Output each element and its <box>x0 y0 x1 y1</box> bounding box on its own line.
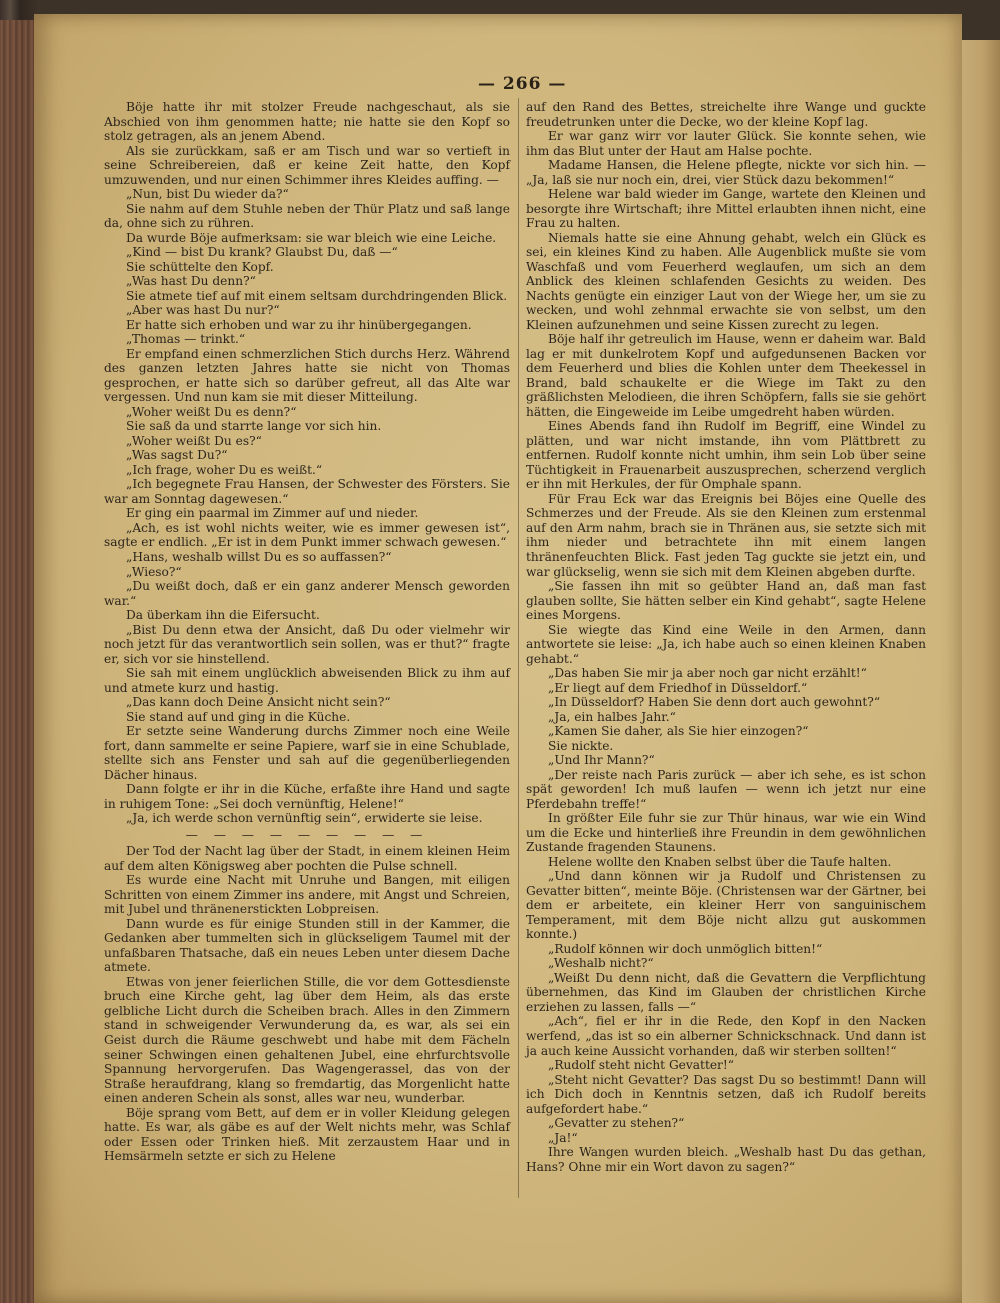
paragraph: „Was sagst Du?“ <box>126 448 228 463</box>
paragraph: „Ich begegnete Frau Hansen, der Schwester des Försters. Sie war am Sonntag dagewesen.“ <box>104 477 510 506</box>
paragraph: Helene wollte den Knaben selbst über die Taufe halten. <box>548 854 892 869</box>
paragraph: Es wurde eine Nacht mit Unruhe und Bangen, mit eiligen Schritten von einem Zimmer ins andere, mit Angst und Schreien, mit Jubel und thränenerstickten Lobpreisen. <box>104 873 510 917</box>
paragraph: „Steht nicht Gevatter? Das sagst Du so bestimmt! Dann will ich Dich doch in Kenntnis setzen, daß ich Rudolf bereits aufgefordert habe.“ <box>526 1072 926 1116</box>
paragraph: „Woher weißt Du es?“ <box>126 433 262 448</box>
paragraph: Er empfand einen schmerzlichen Stich durchs Herz. Während des ganzen letzten Jahres hatte sie nicht von Thomas gesprochen, er hatte sich so darüber gefreut, all das Alte war vergessen. Und nun kam sie mit dieser Mitteilung. <box>104 346 510 405</box>
paragraph: „Woher weißt Du es denn?“ <box>126 404 297 419</box>
paragraph: „Thomas — trinkt.“ <box>126 332 246 347</box>
paragraph: Sie schüttelte den Kopf. <box>126 259 274 274</box>
paragraph: Madame Hansen, die Helene pflegte, nickte vor sich hin. — „Ja, laß sie nur noch ein, drei, vier Stück dazu bekommen!“ <box>526 158 926 187</box>
paragraph: Dann wurde es für einige Stunden still in der Kammer, die Gedanken aber tummelten sich in glückseligem Taumel mit der unfaßbaren Thatsache, daß ein neues Leben unter diesem Dache atmete. <box>104 916 510 975</box>
paragraph: auf den Rand des Bettes, streichelte ihre Wange und guckte freudetrunken unter die Decke, wo der kleine Kopf lag. <box>526 100 926 129</box>
left-column <box>104 100 510 1164</box>
paragraph: „Weißt Du denn nicht, daß die Gevattern die Verpflichtung übernehmen, das Kind im Glauben der christlichen Kirche erziehen zu lassen, falls —“ <box>526 970 926 1014</box>
paragraph: In größter Eile fuhr sie zur Thür hinaus, war wie ein Wind um die Ecke und hinterließ ihre Freundin in dem gewöhnlichen Zustande fragenden Staunens. <box>526 811 926 855</box>
paragraph: Helene war bald wieder im Gange, wartete den Kleinen und besorgte ihre Wirtschaft; ihre Mittel erlaubten ihnen nicht, eine Frau zu halten. <box>526 187 926 231</box>
paragraph: „Und Ihr Mann?“ <box>548 753 655 768</box>
paragraph: „Der reiste nach Paris zurück — aber ich sehe, es ist schon spät geworden! Ich muß laufen — wenn ich jetzt nur eine Pferdebahn treffe!“ <box>526 767 926 811</box>
paragraph: Für Frau Eck war das Ereignis bei Böjes eine Quelle des Schmerzes und der Freude. Als sie den Kleinen zum erstenmal auf den Arm nahm, brach sie in Thränen aus, sie setzte sich mit ihm nieder und betrachtete ihn mit einem langen thränenfeuchten Blick. Fast jeden Tag guckte sie jetzt ein, und war glückselig, wenn sie sich mit dem Kleinen abgeben durfte. <box>526 491 926 579</box>
page-number: — 266 — <box>478 74 567 94</box>
paragraph: „Gevatter zu stehen?“ <box>548 1116 685 1131</box>
paragraph: „Ja!“ <box>548 1130 578 1145</box>
paragraph: „Ja, ein halbes Jahr.“ <box>548 709 676 724</box>
paragraph: Als sie zurückkam, saß er am Tisch und war so vertieft in seine Schreibereien, daß er keine Zeit hatte, den Kopf umzuwenden, und nur einen Schimmer ihres Kleides auffing. — <box>104 143 510 187</box>
paragraph: Böje sprang vom Bett, auf dem er in voller Kleidung gelegen hatte. Es war, als gäbe es auf der Welt nichts mehr, was Schlaf oder Essen oder Trinken hieß. Mit zerzaustem Haar und in Hemsärmeln setzte er sich zu Helene <box>104 1105 510 1164</box>
paragraph: Böje half ihr getreulich im Hause, wenn er daheim war. Bald lag er mit dunkelrotem Kopf und aufgedunsenen Backen vor dem Feuerherd und blies die Kohlen unter dem Theekessel in Brand, bald schaukelte er die Wiege im Takt zu den gräßlichsten Melodieen, die ihren Schöpfern, falls sie sie gehört hätten, die Eingeweide im Leibe umgedreht haben würden. <box>526 332 926 419</box>
paragraph: „Ja, ich werde schon vernünftig sein“, erwiderte sie leise. <box>126 811 483 826</box>
paragraph: Niemals hatte sie eine Ahnung gehabt, welch ein Glück es sei, ein kleines Kind zu haben. Alle Augenblick mußte sie vom Waschfaß und vom Feuerherd weglaufen, um sich an dem Anblick des kleinen schlafenden Gesichts zu weiden. Des Nachts genügte ein einziger Laut von der Wiege her, um sie zu wecken, und wohl zehnmal erwachte sie von selbst, um den Kleinen aufzunehmen und seine Kissen zurecht zu legen. <box>526 230 926 332</box>
paragraph: Er war ganz wirr vor lauter Glück. Sie konnte sehen, wie ihm das Blut unter der Haut am Halse pochte. <box>526 129 926 158</box>
paragraph: Er hatte sich erhoben und war zu ihr hinübergegangen. <box>126 317 472 332</box>
paragraph: „Nun, bist Du wieder da?“ <box>126 187 289 202</box>
paragraph: Er ging ein paarmal im Zimmer auf und nieder. <box>126 506 419 521</box>
paragraph: „In Düsseldorf? Haben Sie denn dort auch gewohnt?“ <box>548 695 881 710</box>
paragraph: Der Tod der Nacht lag über der Stadt, in einem kleinen Heim auf dem alten Königsweg aber pochten die Pulse schnell. <box>104 844 510 873</box>
paragraph: Eines Abends fand ihn Rudolf im Begriff, eine Windel zu plätten, und war nicht imstande, ihn vom Plättbrett zu entfernen. Rudolf konnte nicht umhin, ihm sein Lob über seine Tüchtigkeit in Frauenarbeit auszusprechen, scherzend verglich er ihn mit Herkules, der für Omphale spann. <box>526 419 926 492</box>
paragraph: „Hans, weshalb willst Du es so auffassen?“ <box>126 549 392 564</box>
paragraph: „Wieso?“ <box>126 564 182 579</box>
paragraph: „Bist Du denn etwa der Ansicht, daß Du oder vielmehr wir noch jetzt für das verantwortlich sein sollen, was er thut?“ fragte er, sich vor sie hinstellend. <box>104 622 510 666</box>
paragraph: Sie nickte. <box>548 738 614 753</box>
paragraph: Ihre Wangen wurden bleich. „Weshalb hast Du das gethan, Hans? Ohne mir ein Wort davon zu sagen?“ <box>526 1145 926 1174</box>
paragraph: „Er liegt auf dem Friedhof in Düsseldorf.“ <box>548 680 808 695</box>
book-binding <box>0 20 38 1303</box>
paragraph: „Ach“, fiel er ihr in die Rede, den Kopf in den Nacken werfend, „das ist so ein alberner Schnickschnack. Und dann ist ja auch keine Aussicht vorhanden, daß wir sterben sollten!“ <box>526 1014 926 1058</box>
paragraph: Sie stand auf und ging in die Küche. <box>126 709 351 724</box>
paragraph: Sie wiegte das Kind eine Weile in den Armen, dann antwortete sie leise: „Ja, ich habe auch so einen kleinen Knaben gehabt.“ <box>526 622 926 666</box>
paragraph: „Du weißt doch, daß er ein ganz anderer Mensch geworden war.“ <box>104 579 510 608</box>
paragraph: Etwas von jener feierlichen Stille, die vor dem Gottesdienste bruch eine Kirche geht, lag über dem Heim, als das erste gelbliche Licht durch die Scheiben brach. Alles in den Zimmern stand in schweigender Verwunderung da, es war, als sei ein Geist durch die Räume geschwebt und habe mit dem Fächeln seiner Schwingen einen gehaltenen Jubel, eine ehrfurchtsvolle Spannung hervorgerufen. Das Wagengerassel, das von der Straße heraufdrang, klang so fremdartig, das Morgenlicht hatte einen anderen Schein als sonst, alles war neu, wunderbar. <box>104 974 510 1106</box>
paragraph: Sie nahm auf dem Stuhle neben der Thür Platz und saß lange da, ohne sich zu rühren. <box>104 201 510 231</box>
paragraph: „Kind — bist Du krank? Glaubst Du, daß —“ <box>126 245 398 260</box>
right-column <box>526 100 926 1174</box>
paragraph: Dann folgte er ihr in die Küche, erfaßte ihre Hand und sagte in ruhigem Tone: „Sei doch vernünftig, Helene!“ <box>104 782 510 811</box>
paragraph: „Aber was hast Du nur?“ <box>126 303 280 318</box>
paragraph: „Das haben Sie mir ja aber noch gar nicht erzählt!“ <box>548 666 867 681</box>
paragraph: Böje hatte ihr mit stolzer Freude nachgeschaut, als sie Abschied von ihm genommen hatte; nie hatte sie den Kopf so stolz getragen, als an jenem Abend. <box>104 100 510 144</box>
paragraph: „Kamen Sie daher, als Sie hier einzogen?“ <box>548 724 809 739</box>
paragraph: „Ach, es ist wohl nichts weiter, wie es immer gewesen ist“, sagte er endlich. „Er ist in dem Punkt immer schwach gewesen.“ <box>104 520 510 550</box>
paragraph: „Ich frage, woher Du es weißt.“ <box>126 462 323 477</box>
paragraph: „Und dann können wir ja Rudolf und Christensen zu Gevatter bitten“, meinte Böje. (Christensen war der Gärtner, bei dem er arbeitete, ein kleiner Herr von sanguinischem Temperament, mit dem Böje nicht allzu gut auskommen konnte.) <box>526 869 926 942</box>
paragraph: Da wurde Böje aufmerksam: sie war bleich wie eine Leiche. <box>126 230 497 245</box>
paragraph: „Sie fassen ihn mit so geübter Hand an, daß man fast glauben sollte, Sie hätten selber ein Kind gehabt“, sagte Helene eines Morgens. <box>526 579 926 623</box>
column-divider <box>518 98 519 1198</box>
paragraph: Sie atmete tief auf mit einem seltsam durchdringenden Blick. <box>126 288 508 303</box>
paragraph: Da überkam ihn die Eifersucht. <box>126 608 320 623</box>
paragraph: „Weshalb nicht?“ <box>548 956 654 971</box>
paragraph: Er setzte seine Wanderung durchs Zimmer noch eine Weile fort, dann sammelte er seine Papiere, warf sie in eine Schublade, stellte sich ans Fenster und sah auf die gegenüberliegenden Dächer hinaus. <box>104 724 510 782</box>
paragraph: Sie saß da und starrte lange vor sich hin. <box>126 419 382 434</box>
section-break: — — — — — — — — — <box>185 827 429 842</box>
paragraph: Sie sah mit einem unglücklich abweisenden Blick zu ihm auf und atmete kurz und hastig. <box>104 666 510 695</box>
paragraph: „Was hast Du denn?“ <box>126 274 256 289</box>
paragraph: „Rudolf steht nicht Gevatter!“ <box>548 1058 735 1073</box>
paragraph: „Das kann doch Deine Ansicht nicht sein?“ <box>126 695 391 710</box>
paragraph: „Rudolf können wir doch unmöglich bitten!“ <box>548 941 823 956</box>
